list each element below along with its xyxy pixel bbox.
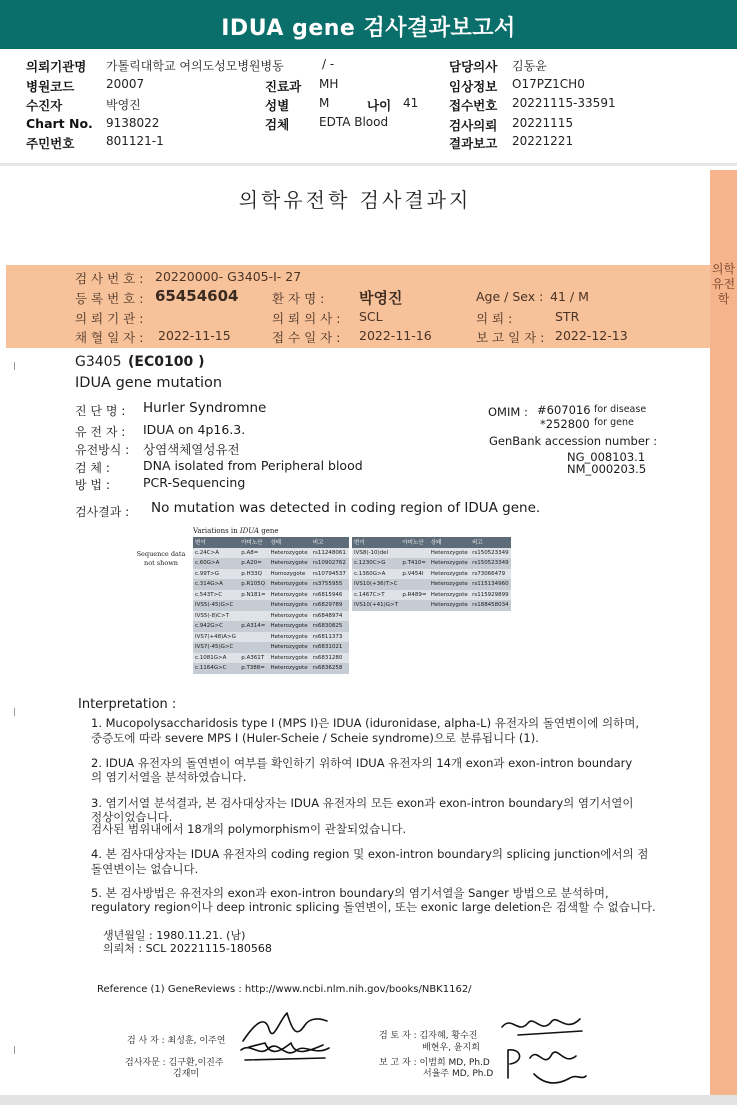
- ward-suffix: / -: [322, 57, 335, 71]
- test-code: G3405: [75, 354, 122, 370]
- variation-cell: rs6815946: [311, 590, 349, 601]
- variation-cell: rs150523349: [470, 548, 511, 559]
- variation-cell: rs6830825: [311, 621, 349, 632]
- variations-table-left: [193, 537, 349, 674]
- margin-mark: [14, 1046, 15, 1054]
- gene-label: 유 전 자 :: [75, 425, 126, 439]
- variation-cell: rs188458034: [470, 600, 511, 611]
- requesting-doctor-value: SCL: [359, 309, 383, 324]
- side-strip-label: 의학유전학: [711, 262, 736, 306]
- variations-header-cell: 아미노산: [239, 537, 268, 548]
- variation-cell: rs6811373: [311, 632, 349, 643]
- variation-cell: c.1230C>G: [352, 558, 400, 569]
- omim-disease-note: for disease: [594, 404, 647, 415]
- variations-title: Variations in IDUA gene: [193, 527, 279, 535]
- specimen-label: 검체: [265, 117, 290, 132]
- variation-cell: c.1467C>T: [352, 590, 400, 601]
- reviewer-signature: [498, 1011, 588, 1041]
- report-date-value: 2022-12-13: [555, 328, 628, 343]
- variation-cell: c.1081G>A: [193, 653, 239, 664]
- accession-label: 접수번호: [449, 98, 498, 113]
- variation-cell: Heterozygote: [429, 569, 470, 580]
- method-value: PCR-Sequencing: [143, 475, 246, 490]
- variations-header-cell: 아미노산: [400, 537, 428, 548]
- diagnosis-value: Hurler Syndromne: [143, 400, 267, 416]
- report-date-label: 보 고 일 자 :: [476, 330, 545, 345]
- variation-row: [193, 558, 349, 569]
- variation-cell: rs6848974: [311, 611, 349, 622]
- variation-cell: Homozygote: [268, 569, 310, 580]
- variation-cell: IVS5(-8)C>T: [193, 611, 239, 622]
- variation-cell: rs6829789: [311, 600, 349, 611]
- variations-header-cell: 비고: [470, 537, 511, 548]
- variation-row: [193, 653, 349, 664]
- variation-cell: rs115134960: [470, 579, 511, 590]
- institution-field-label: 의 뢰 기 관 :: [75, 311, 144, 326]
- institution-value: 가톨릭대학교 여의도성모병원병동: [106, 59, 284, 73]
- doctor-value: 김동윤: [512, 59, 547, 73]
- dept-label: 진료과: [265, 79, 302, 94]
- variations-header-cell: 변이: [352, 537, 400, 548]
- variation-cell: IVS10(+41)G>T: [352, 600, 400, 611]
- variation-row: [352, 579, 511, 590]
- variation-row: [193, 611, 349, 622]
- result-date-label: 결과보고: [449, 136, 498, 151]
- interpretation-5b: regulatory region이나 deep intronic splicing 돌연변이, 또는 exonic large deletion은 검색할 수 없습니다.: [91, 900, 656, 914]
- test-no-label: 검 사 번 호 :: [75, 271, 144, 286]
- variation-cell: c.942G>C: [193, 621, 239, 632]
- result-text: No mutation was detected in coding region of IDUA gene.: [151, 500, 541, 516]
- variation-row: [193, 642, 349, 653]
- reporter-line-2: 서율주 MD, Ph.D: [423, 1069, 494, 1079]
- requester-value: STR: [555, 309, 580, 324]
- variation-cell: rs6831280: [311, 653, 349, 664]
- variation-cell: [400, 548, 428, 559]
- clinical-info-label: 임상정보: [449, 79, 498, 94]
- variation-cell: rs73066479: [470, 569, 511, 580]
- variation-cell: c.60G>A: [193, 558, 239, 569]
- genbank-label: GenBank accession number :: [489, 434, 658, 448]
- patient-name-label: 환 자 명 :: [272, 291, 325, 306]
- sampling-date-value: 2022-11-15: [158, 328, 231, 343]
- variation-cell: Heterozygote: [268, 600, 310, 611]
- variation-cell: p.T410=: [400, 558, 428, 569]
- variation-row: [352, 558, 511, 569]
- variation-cell: c.543T>C: [193, 590, 239, 601]
- genbank-accession-2: NM_000203.5: [567, 462, 647, 476]
- section-divider: [0, 163, 737, 166]
- variation-cell: p.A8=: [239, 548, 268, 559]
- variation-row: [193, 569, 349, 580]
- advisor-line: 검사자문 : 김구환,이진주: [125, 1058, 224, 1068]
- variation-cell: c.1360G>A: [352, 569, 400, 580]
- variation-cell: Heterozygote: [268, 663, 310, 674]
- specimen-value: EDTA Blood: [319, 115, 389, 129]
- interpretation-3b: 정상이었습니다.: [91, 810, 173, 824]
- variation-cell: p.A314=: [239, 621, 268, 632]
- variation-cell: [239, 632, 268, 643]
- chart-no-label: Chart No.: [26, 116, 93, 131]
- variation-row: [193, 632, 349, 643]
- hospital-code-label: 병원코드: [26, 79, 75, 94]
- reg-no-value: 65454604: [155, 287, 239, 305]
- variation-cell: Heterozygote: [429, 548, 470, 559]
- age-sex-value: 41 / M: [550, 289, 589, 304]
- result-label: 검사결과 :: [75, 505, 130, 519]
- test-no-value: 20220000- G3405-I- 27: [155, 269, 302, 284]
- variations-header-cell: 변이: [193, 537, 239, 548]
- bottom-strip: [0, 1095, 737, 1105]
- method-label: 방 법 :: [75, 478, 110, 492]
- variation-cell: [239, 642, 268, 653]
- variation-cell: p.A361T: [239, 653, 268, 664]
- variation-cell: c.24C>A: [193, 548, 239, 559]
- interpretation-3a: 3. 염기서열 분석결과, 본 검사대상자는 IDUA 유전자의 모든 exon과 exon-intron boundary의 염기서열이: [91, 796, 634, 810]
- variation-row: [193, 663, 349, 674]
- variation-cell: [239, 611, 268, 622]
- variation-row: [193, 579, 349, 590]
- advisor-line-2: 김재미: [173, 1069, 200, 1079]
- variation-cell: p.N181=: [239, 590, 268, 601]
- requester-label: 의 뢰 :: [476, 311, 513, 326]
- tester-line: 검 사 자 : 최성훈, 이주연: [127, 1036, 226, 1046]
- hospital-code-value: 20007: [106, 77, 145, 91]
- accession-value: 20221115-33591: [512, 96, 616, 110]
- variation-cell: IVS8(-10)del: [352, 548, 400, 559]
- variation-cell: rs6836258: [311, 663, 349, 674]
- variation-cell: rs11248061: [311, 548, 349, 559]
- omim-gene-note: for gene: [594, 417, 634, 428]
- margin-mark: [14, 362, 15, 370]
- received-date-label: 접 수 일 자 :: [272, 330, 341, 345]
- variation-cell: p.V454I: [400, 569, 428, 580]
- variation-cell: c.1164G>C: [193, 663, 239, 674]
- omim-disease: #607016: [537, 403, 591, 417]
- variation-cell: rs115929899: [470, 590, 511, 601]
- variation-cell: IVS7(+48)A>G: [193, 632, 239, 643]
- chart-no-value: 9138022: [106, 116, 160, 130]
- received-date-value: 2022-11-16: [359, 328, 432, 343]
- variation-cell: Heterozygote: [268, 558, 310, 569]
- variation-row: [193, 590, 349, 601]
- interpretation-2b: 의 염기서열을 분석하였습니다.: [91, 770, 247, 784]
- variation-row: [352, 548, 511, 559]
- variation-cell: [400, 600, 428, 611]
- reference-line: Reference (1) GeneReviews : http://www.ncbi.nlm.nih.gov/books/NBK1162/: [97, 984, 472, 995]
- variation-cell: [239, 600, 268, 611]
- birth-date-line: 생년월일 : 1980.11.21. (남): [103, 929, 246, 942]
- result-date-value: 20221221: [512, 134, 574, 148]
- side-strip: [710, 170, 737, 1095]
- variation-cell: p.R489=: [400, 590, 428, 601]
- variation-row: [193, 621, 349, 632]
- variations-header-cell: 상태: [429, 537, 470, 548]
- age-sex-label: Age / Sex :: [476, 289, 544, 304]
- variations-table-right: [352, 537, 511, 611]
- reviewer-line: 검 토 자 : 김자혜, 황수진: [379, 1031, 478, 1041]
- variation-cell: Heterozygote: [429, 558, 470, 569]
- age-label: 나이: [367, 98, 392, 113]
- variations-header-row: [193, 537, 349, 548]
- interpretation-4a: 4. 본 검사대상자는 IDUA 유전자의 coding region 및 exon-intron boundary의 splicing junction에서의 점: [91, 847, 649, 861]
- specimen-field-value: DNA isolated from Peripheral blood: [143, 458, 363, 473]
- advisor-signature: [235, 1036, 335, 1066]
- clinical-info-value: O17PZ1CH0: [512, 77, 585, 91]
- variation-cell: Heterozygote: [268, 632, 310, 643]
- variation-cell: p.H33Q: [239, 569, 268, 580]
- diagnosis-label: 진 단 명 :: [75, 404, 126, 418]
- variation-cell: rs10902762: [311, 558, 349, 569]
- variation-row: [352, 590, 511, 601]
- request-date-label: 검사의뢰: [449, 118, 498, 133]
- age-value: 41: [403, 96, 419, 110]
- referrer-line: 의뢰처 : SCL 20221115-180568: [103, 942, 272, 955]
- variation-cell: p.A20=: [239, 558, 268, 569]
- title-rule: [0, 48, 737, 49]
- variation-cell: rs3755955: [311, 579, 349, 590]
- variation-cell: IVS5(-45)G>C: [193, 600, 239, 611]
- reporter-signature: [500, 1040, 590, 1090]
- sex-label: 성별: [265, 98, 290, 113]
- genbank-accession-1: NG_008103.1: [567, 450, 646, 464]
- gene-value: IDUA on 4p16.3.: [143, 422, 246, 437]
- title-bar: [0, 0, 737, 48]
- institution-label: 의뢰기관명: [26, 59, 87, 74]
- interpretation-4b: 돌연변이는 없습니다.: [91, 862, 199, 876]
- variations-header-cell: 비고: [311, 537, 349, 548]
- variation-cell: rs6831021: [311, 642, 349, 653]
- patient-label: 수진자: [26, 98, 63, 113]
- patient-value: 박영진: [106, 98, 141, 112]
- inheritance-value: 상염색체열성유전: [143, 442, 240, 457]
- doctor-label: 담당의사: [449, 59, 498, 74]
- patient-name-value: 박영진: [359, 289, 403, 307]
- variation-cell: [400, 579, 428, 590]
- variation-cell: Heterozygote: [268, 621, 310, 632]
- sampling-date-label: 채 혈 일 자 :: [75, 330, 144, 345]
- variation-cell: p.T388=: [239, 663, 268, 674]
- variation-cell: IVS10(+36)T>C: [352, 579, 400, 590]
- specimen-field-label: 검 체 :: [75, 461, 110, 475]
- omim-gene: *252800: [540, 417, 590, 431]
- variation-cell: Heterozygote: [268, 579, 310, 590]
- reporter-line: 보 고 자 : 이범희 MD, Ph.D: [379, 1058, 490, 1068]
- variation-cell: p.R105Q: [239, 579, 268, 590]
- resident-no-label: 주민번호: [26, 136, 75, 151]
- variation-row: [352, 569, 511, 580]
- reviewer-line-2: 배현우, 윤지희: [422, 1043, 480, 1053]
- variation-row: [193, 548, 349, 559]
- variation-cell: Heterozygote: [268, 642, 310, 653]
- interpretation-1a: 1. Mucopolysaccharidosis type I (MPS I)은 IDUA (iduronidase, alpha-L) 유전자의 돌연변이에 의하며,: [91, 716, 640, 730]
- dept-value: MH: [319, 77, 339, 91]
- test-code-paren: (EC0100 ): [128, 354, 205, 370]
- variation-cell: Heterozygote: [268, 548, 310, 559]
- variations-header-cell: 상태: [268, 537, 310, 548]
- variation-cell: Heterozygote: [268, 590, 310, 601]
- variation-cell: rs150523349: [470, 558, 511, 569]
- margin-mark: [14, 708, 15, 716]
- interpretation-2a: 2. IDUA 유전자의 돌연변이 여부를 확인하기 위하여 IDUA 유전자의 14개 exon과 exon-intron boundary: [91, 756, 633, 770]
- variation-row: [193, 600, 349, 611]
- variation-cell: Heterozygote: [268, 611, 310, 622]
- variation-row: [352, 600, 511, 611]
- omim-label: OMIM :: [488, 405, 528, 419]
- variation-cell: Heterozygote: [429, 590, 470, 601]
- form-title: 의학유전학 검사결과지: [238, 188, 472, 212]
- resident-no-value: 801121-1: [106, 134, 164, 148]
- interpretation-1b: 중증도에 따라 severe MPS I (Huler-Scheie / Scheie syndrome)으로 분류됩니다 (1).: [91, 731, 539, 745]
- variation-cell: rs10794537: [311, 569, 349, 580]
- variation-cell: Heterozygote: [268, 653, 310, 664]
- variation-cell: c.314G>A: [193, 579, 239, 590]
- report-title: IDUA gene 검사결과보고서: [221, 16, 516, 41]
- inheritance-label: 유전방식 :: [75, 443, 130, 457]
- sequence-note: Sequence data not shown: [136, 550, 186, 567]
- variation-cell: Heterozygote: [429, 579, 470, 590]
- requesting-doctor-label: 의 뢰 의 사 :: [272, 311, 341, 326]
- interpretation-5a: 5. 본 검사방법은 유전자의 exon과 exon-intron boundary의 염기서열을 Sanger 방법으로 분석하며,: [91, 886, 609, 900]
- interpretation-title: Interpretation :: [78, 697, 177, 712]
- reg-no-label: 등 록 번 호 :: [75, 291, 144, 306]
- variation-cell: IVS7(-45)G>C: [193, 642, 239, 653]
- test-name: IDUA gene mutation: [75, 375, 223, 391]
- variations-header-row: [352, 537, 511, 548]
- variation-cell: c.99T>G: [193, 569, 239, 580]
- request-date-value: 20221115: [512, 116, 574, 130]
- interpretation-3c: 검사된 범위내에서 18개의 polymorphism이 관찰되었습니다.: [91, 822, 407, 836]
- sex-value: M: [319, 96, 330, 110]
- variation-cell: Heterozygote: [429, 600, 470, 611]
